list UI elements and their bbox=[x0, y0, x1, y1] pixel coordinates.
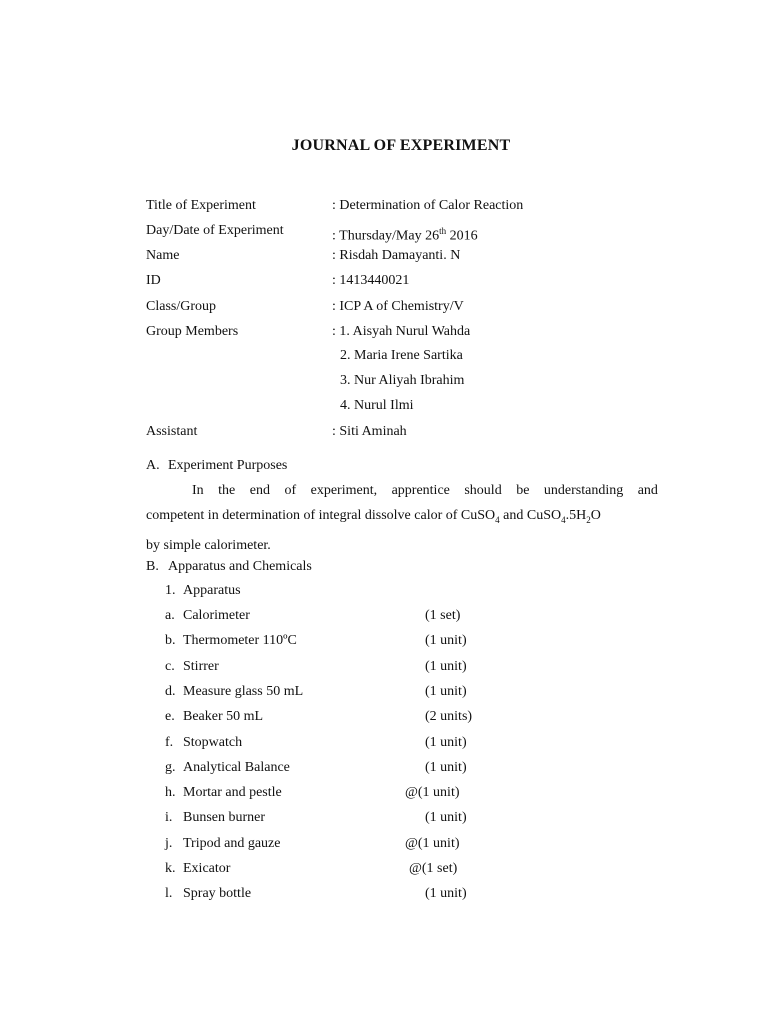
apparatus-name: Calorimeter bbox=[183, 608, 250, 623]
apparatus-name: Tripod and gauze bbox=[183, 835, 281, 851]
purpose-word: end bbox=[249, 483, 270, 498]
apparatus-name: Measure glass 50 mL bbox=[183, 683, 304, 699]
info-label: Assistant bbox=[146, 424, 198, 439]
apparatus-name: Thermometer 110ºC bbox=[183, 633, 297, 649]
apparatus-quantity: (1 unit) bbox=[425, 886, 467, 902]
purpose-fragment: 4 bbox=[495, 514, 500, 525]
apparatus-quantity: (1 set) bbox=[425, 608, 461, 623]
apparatus-quantity: (1 unit) bbox=[425, 810, 467, 826]
info-value-text: : Thursday/May 26 bbox=[332, 228, 440, 244]
purpose-line-2 bbox=[146, 503, 658, 533]
section-b-title: Apparatus and Chemicals bbox=[168, 559, 312, 574]
document-title: JOURNAL OF EXPERIMENT bbox=[291, 137, 511, 154]
info-label: Name bbox=[146, 248, 180, 263]
section-a-letter: A. bbox=[146, 458, 160, 473]
apparatus-quantity: (1 unit) bbox=[425, 734, 467, 750]
purpose-word: experiment, bbox=[310, 483, 378, 498]
apparatus-letter: i. bbox=[165, 810, 173, 826]
info-value bbox=[332, 247, 460, 265]
info-value-text: : Determination of Calor Reaction bbox=[332, 198, 524, 213]
info-label: ID bbox=[146, 273, 161, 288]
apparatus-quantity: @(1 set) bbox=[409, 861, 458, 876]
apparatus-quantity: @(1 unit) bbox=[405, 835, 460, 851]
apparatus-name: Mortar and pestle bbox=[183, 785, 282, 801]
apparatus-letter: h. bbox=[165, 785, 176, 801]
purpose-fragment: .5H bbox=[565, 508, 587, 523]
purpose-fragment: 4 bbox=[561, 514, 566, 525]
purpose-line-3: by simple calorimeter. bbox=[146, 537, 271, 553]
apparatus-letter: d. bbox=[165, 683, 176, 699]
apparatus-letter: e. bbox=[165, 709, 175, 725]
info-value bbox=[332, 197, 523, 215]
apparatus-number: 1. bbox=[165, 583, 176, 598]
apparatus-letter: k. bbox=[165, 861, 176, 876]
purpose-fragment: O bbox=[590, 508, 601, 523]
apparatus-name: Exicator bbox=[183, 861, 231, 876]
info-value-suffix: 2016 bbox=[446, 228, 478, 244]
purpose-word: In bbox=[192, 483, 204, 498]
apparatus-subheading bbox=[165, 583, 241, 599]
apparatus-letter: f. bbox=[165, 734, 174, 750]
apparatus-name: Beaker 50 mL bbox=[183, 709, 264, 725]
apparatus-quantity: (1 unit) bbox=[425, 683, 467, 699]
apparatus-letter: g. bbox=[165, 759, 176, 775]
purpose-word: the bbox=[218, 483, 236, 498]
apparatus-quantity: (1 unit) bbox=[425, 658, 467, 674]
purpose-word: should bbox=[464, 483, 502, 498]
section-b-letter: B. bbox=[146, 559, 159, 574]
apparatus-letter: a. bbox=[165, 608, 175, 623]
section-a-heading bbox=[146, 458, 287, 474]
purpose-word: apprentice bbox=[391, 483, 450, 498]
info-value bbox=[332, 298, 464, 316]
purpose-paragraph bbox=[146, 478, 658, 558]
info-value bbox=[332, 222, 478, 246]
info-value bbox=[332, 323, 470, 341]
info-value-text: : Siti Aminah bbox=[332, 424, 407, 439]
apparatus-letter: l. bbox=[165, 886, 173, 902]
group-member-item: 3. Nur Aliyah Ibrahim bbox=[340, 373, 465, 388]
apparatus-quantity: (1 unit) bbox=[425, 633, 467, 649]
purpose-fragment: competent in determination of integral dissolve calor of CuSO bbox=[146, 508, 496, 523]
apparatus-letter: b. bbox=[165, 633, 176, 649]
section-a-title: Experiment Purposes bbox=[168, 458, 288, 473]
apparatus-quantity: (1 unit) bbox=[425, 759, 467, 775]
info-value-superscript: th bbox=[439, 226, 447, 236]
apparatus-name: Bunsen burner bbox=[183, 810, 266, 826]
purpose-word: of bbox=[284, 483, 297, 498]
info-value bbox=[332, 423, 407, 441]
apparatus-name: Analytical Balance bbox=[183, 759, 290, 775]
group-member-item: 2. Maria Irene Sartika bbox=[340, 348, 463, 363]
info-value-text: : Risdah Damayanti. N bbox=[332, 248, 461, 263]
info-value-text: : ICP A of Chemistry/V bbox=[332, 299, 464, 314]
info-label: Class/Group bbox=[146, 299, 216, 314]
purpose-word: be bbox=[516, 483, 530, 498]
section-b-heading bbox=[146, 559, 312, 575]
info-value-text: : 1413440021 bbox=[332, 273, 410, 288]
apparatus-quantity: (2 units) bbox=[425, 709, 473, 725]
purpose-word: understanding bbox=[543, 483, 624, 498]
group-member-item: 4. Nurul Ilmi bbox=[340, 398, 414, 413]
apparatus-quantity: @(1 unit) bbox=[405, 785, 460, 801]
purpose-word: and bbox=[637, 483, 658, 498]
purpose-fragment: and CuSO bbox=[499, 508, 562, 523]
info-label: Group Members bbox=[146, 324, 239, 339]
apparatus-letter: c. bbox=[165, 658, 175, 674]
info-value-text: : 1. Aisyah Nurul Wahda bbox=[332, 324, 471, 339]
apparatus-title: Apparatus bbox=[183, 583, 241, 598]
apparatus-name: Stopwatch bbox=[183, 734, 243, 750]
apparatus-letter: j. bbox=[165, 835, 173, 851]
apparatus-name: Stirrer bbox=[183, 658, 219, 674]
apparatus-name: Spray bottle bbox=[183, 886, 252, 902]
info-label: Day/Date of Experiment bbox=[146, 223, 284, 238]
info-label: Title of Experiment bbox=[146, 198, 256, 213]
purpose-line-2-text bbox=[146, 503, 601, 533]
info-value bbox=[332, 272, 409, 290]
purpose-fragment: 2 bbox=[586, 514, 591, 525]
purpose-line-1 bbox=[146, 478, 658, 503]
